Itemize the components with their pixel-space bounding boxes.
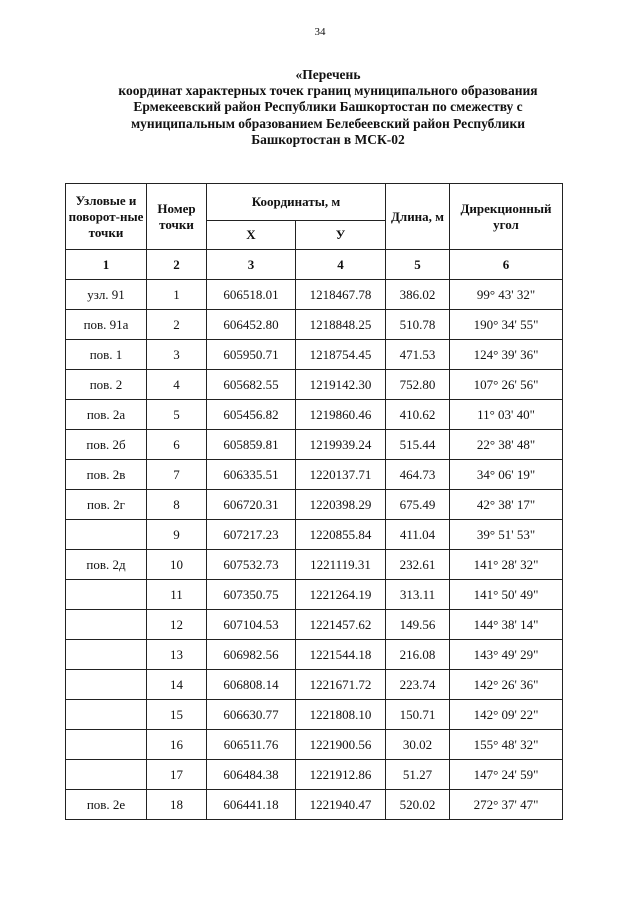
header-point-number: Номер точки <box>147 184 207 250</box>
cell-y: 1220855.84 <box>296 520 386 550</box>
cell-node <box>66 610 147 640</box>
table-row <box>66 490 563 520</box>
table-row <box>66 790 563 820</box>
cell-x: 607532.73 <box>207 550 296 580</box>
cell-point-number: 18 <box>147 790 207 820</box>
table-row <box>66 340 563 370</box>
cell-x: 606441.18 <box>207 790 296 820</box>
cell-point-number: 2 <box>147 310 207 340</box>
cell-direction-angle: 141° 28' 32" <box>450 550 563 580</box>
cell-point-number: 10 <box>147 550 207 580</box>
cell-x: 607104.53 <box>207 610 296 640</box>
table-row <box>66 610 563 640</box>
table-row <box>66 280 563 310</box>
cell-point-number: 13 <box>147 640 207 670</box>
cell-y: 1221457.62 <box>296 610 386 640</box>
col-number-2: 2 <box>147 250 207 280</box>
cell-y: 1219939.24 <box>296 430 386 460</box>
title-line-3: Ермекеевский район Республики Башкортостан по смежеству с <box>133 99 523 115</box>
cell-point-number: 8 <box>147 490 207 520</box>
table-row <box>66 730 563 760</box>
table-row <box>66 520 563 550</box>
cell-point-number: 5 <box>147 400 207 430</box>
cell-y: 1218848.25 <box>296 310 386 340</box>
table-row <box>66 400 563 430</box>
cell-direction-angle: 142° 09' 22" <box>450 700 563 730</box>
cell-length: 232.61 <box>386 550 450 580</box>
cell-direction-angle: 39° 51' 53" <box>450 520 563 550</box>
cell-direction-angle: 99° 43' 32" <box>450 280 563 310</box>
table-row <box>66 640 563 670</box>
cell-x: 605682.55 <box>207 370 296 400</box>
cell-node <box>66 520 147 550</box>
cell-length: 150.71 <box>386 700 450 730</box>
cell-length: 752.80 <box>386 370 450 400</box>
cell-y: 1221940.47 <box>296 790 386 820</box>
cell-node: пов. 2а <box>66 400 147 430</box>
table-row <box>66 430 563 460</box>
cell-point-number: 12 <box>147 610 207 640</box>
cell-direction-angle: 141° 50' 49" <box>450 580 563 610</box>
cell-x: 606630.77 <box>207 700 296 730</box>
col-number-6: 6 <box>450 250 563 280</box>
col-number-4: 4 <box>296 250 386 280</box>
cell-direction-angle: 190° 34' 55" <box>450 310 563 340</box>
cell-node <box>66 730 147 760</box>
cell-length: 216.08 <box>386 640 450 670</box>
cell-x: 606720.31 <box>207 490 296 520</box>
page-number: 34 <box>314 26 326 38</box>
cell-node: узл. 91 <box>66 280 147 310</box>
cell-direction-angle: 124° 39' 36" <box>450 340 563 370</box>
header-x: Х <box>207 221 296 250</box>
document-title <box>78 67 578 148</box>
cell-direction-angle: 272° 37' 47" <box>450 790 563 820</box>
cell-x: 607350.75 <box>207 580 296 610</box>
cell-node: пов. 2в <box>66 460 147 490</box>
header-direction-angle: Дирекционный угол <box>450 184 563 250</box>
cell-length: 386.02 <box>386 280 450 310</box>
cell-node <box>66 640 147 670</box>
cell-length: 51.27 <box>386 760 450 790</box>
cell-direction-angle: 142° 26' 36" <box>450 670 563 700</box>
table-body <box>66 280 563 820</box>
table-row <box>66 370 563 400</box>
cell-y: 1218754.45 <box>296 340 386 370</box>
cell-length: 675.49 <box>386 490 450 520</box>
cell-y: 1221544.18 <box>296 640 386 670</box>
table-row <box>66 580 563 610</box>
cell-point-number: 17 <box>147 760 207 790</box>
coordinates-table <box>65 183 563 820</box>
cell-x: 606808.14 <box>207 670 296 700</box>
cell-direction-angle: 143° 49' 29" <box>450 640 563 670</box>
cell-point-number: 9 <box>147 520 207 550</box>
title-line-1: «Перечень <box>295 67 361 82</box>
cell-direction-angle: 155° 48' 32" <box>450 730 563 760</box>
cell-y: 1221808.10 <box>296 700 386 730</box>
cell-length: 223.74 <box>386 670 450 700</box>
header-nodes: Узловые и поворот-ные точки <box>66 184 147 250</box>
cell-node <box>66 580 147 610</box>
cell-x: 606518.01 <box>207 280 296 310</box>
cell-point-number: 15 <box>147 700 207 730</box>
cell-length: 510.78 <box>386 310 450 340</box>
title-line-2: координат характерных точек границ муниципального образования <box>118 83 538 99</box>
cell-x: 605950.71 <box>207 340 296 370</box>
cell-node: пов. 2г <box>66 490 147 520</box>
cell-y: 1221264.19 <box>296 580 386 610</box>
cell-length: 464.73 <box>386 460 450 490</box>
table-row <box>66 700 563 730</box>
cell-y: 1220398.29 <box>296 490 386 520</box>
cell-length: 313.11 <box>386 580 450 610</box>
header-length: Длина, м <box>386 184 450 250</box>
cell-direction-angle: 147° 24' 59" <box>450 760 563 790</box>
table-row <box>66 670 563 700</box>
col-number-5: 5 <box>386 250 450 280</box>
cell-point-number: 1 <box>147 280 207 310</box>
cell-length: 149.56 <box>386 610 450 640</box>
cell-node <box>66 760 147 790</box>
cell-node <box>66 700 147 730</box>
cell-node <box>66 670 147 700</box>
cell-direction-angle: 144° 38' 14" <box>450 610 563 640</box>
cell-x: 606982.56 <box>207 640 296 670</box>
cell-y: 1221900.56 <box>296 730 386 760</box>
cell-point-number: 6 <box>147 430 207 460</box>
table-row <box>66 760 563 790</box>
cell-y: 1218467.78 <box>296 280 386 310</box>
cell-length: 410.62 <box>386 400 450 430</box>
cell-length: 520.02 <box>386 790 450 820</box>
cell-x: 605859.81 <box>207 430 296 460</box>
cell-length: 30.02 <box>386 730 450 760</box>
cell-direction-angle: 11° 03' 40" <box>450 400 563 430</box>
table-row <box>66 550 563 580</box>
cell-y: 1219860.46 <box>296 400 386 430</box>
cell-y: 1221912.86 <box>296 760 386 790</box>
cell-node: пов. 2б <box>66 430 147 460</box>
cell-node: пов. 2д <box>66 550 147 580</box>
cell-length: 515.44 <box>386 430 450 460</box>
cell-point-number: 4 <box>147 370 207 400</box>
cell-y: 1220137.71 <box>296 460 386 490</box>
table-row <box>66 460 563 490</box>
header-y: У <box>296 221 386 250</box>
cell-direction-angle: 22° 38' 48" <box>450 430 563 460</box>
title-line-5: Башкортостан в МСК-02 <box>251 131 405 147</box>
cell-point-number: 14 <box>147 670 207 700</box>
cell-y: 1219142.30 <box>296 370 386 400</box>
table-row <box>66 310 563 340</box>
col-number-3: 3 <box>207 250 296 280</box>
cell-y: 1221119.31 <box>296 550 386 580</box>
title-line-4: муниципальным образованием Белебеевский район Республики <box>130 115 525 131</box>
cell-x: 606335.51 <box>207 460 296 490</box>
cell-point-number: 3 <box>147 340 207 370</box>
cell-x: 606484.38 <box>207 760 296 790</box>
cell-point-number: 11 <box>147 580 207 610</box>
cell-direction-angle: 34° 06' 19" <box>450 460 563 490</box>
cell-y: 1221671.72 <box>296 670 386 700</box>
cell-point-number: 16 <box>147 730 207 760</box>
cell-node: пов. 2е <box>66 790 147 820</box>
cell-point-number: 7 <box>147 460 207 490</box>
cell-node: пов. 91а <box>66 310 147 340</box>
cell-direction-angle: 107° 26' 56" <box>450 370 563 400</box>
cell-x: 605456.82 <box>207 400 296 430</box>
cell-direction-angle: 42° 38' 17" <box>450 490 563 520</box>
cell-x: 606511.76 <box>207 730 296 760</box>
header-coordinates: Координаты, м <box>207 184 386 221</box>
cell-length: 411.04 <box>386 520 450 550</box>
cell-x: 606452.80 <box>207 310 296 340</box>
cell-length: 471.53 <box>386 340 450 370</box>
cell-node: пов. 1 <box>66 340 147 370</box>
col-number-1: 1 <box>66 250 147 280</box>
cell-node: пов. 2 <box>66 370 147 400</box>
cell-x: 607217.23 <box>207 520 296 550</box>
